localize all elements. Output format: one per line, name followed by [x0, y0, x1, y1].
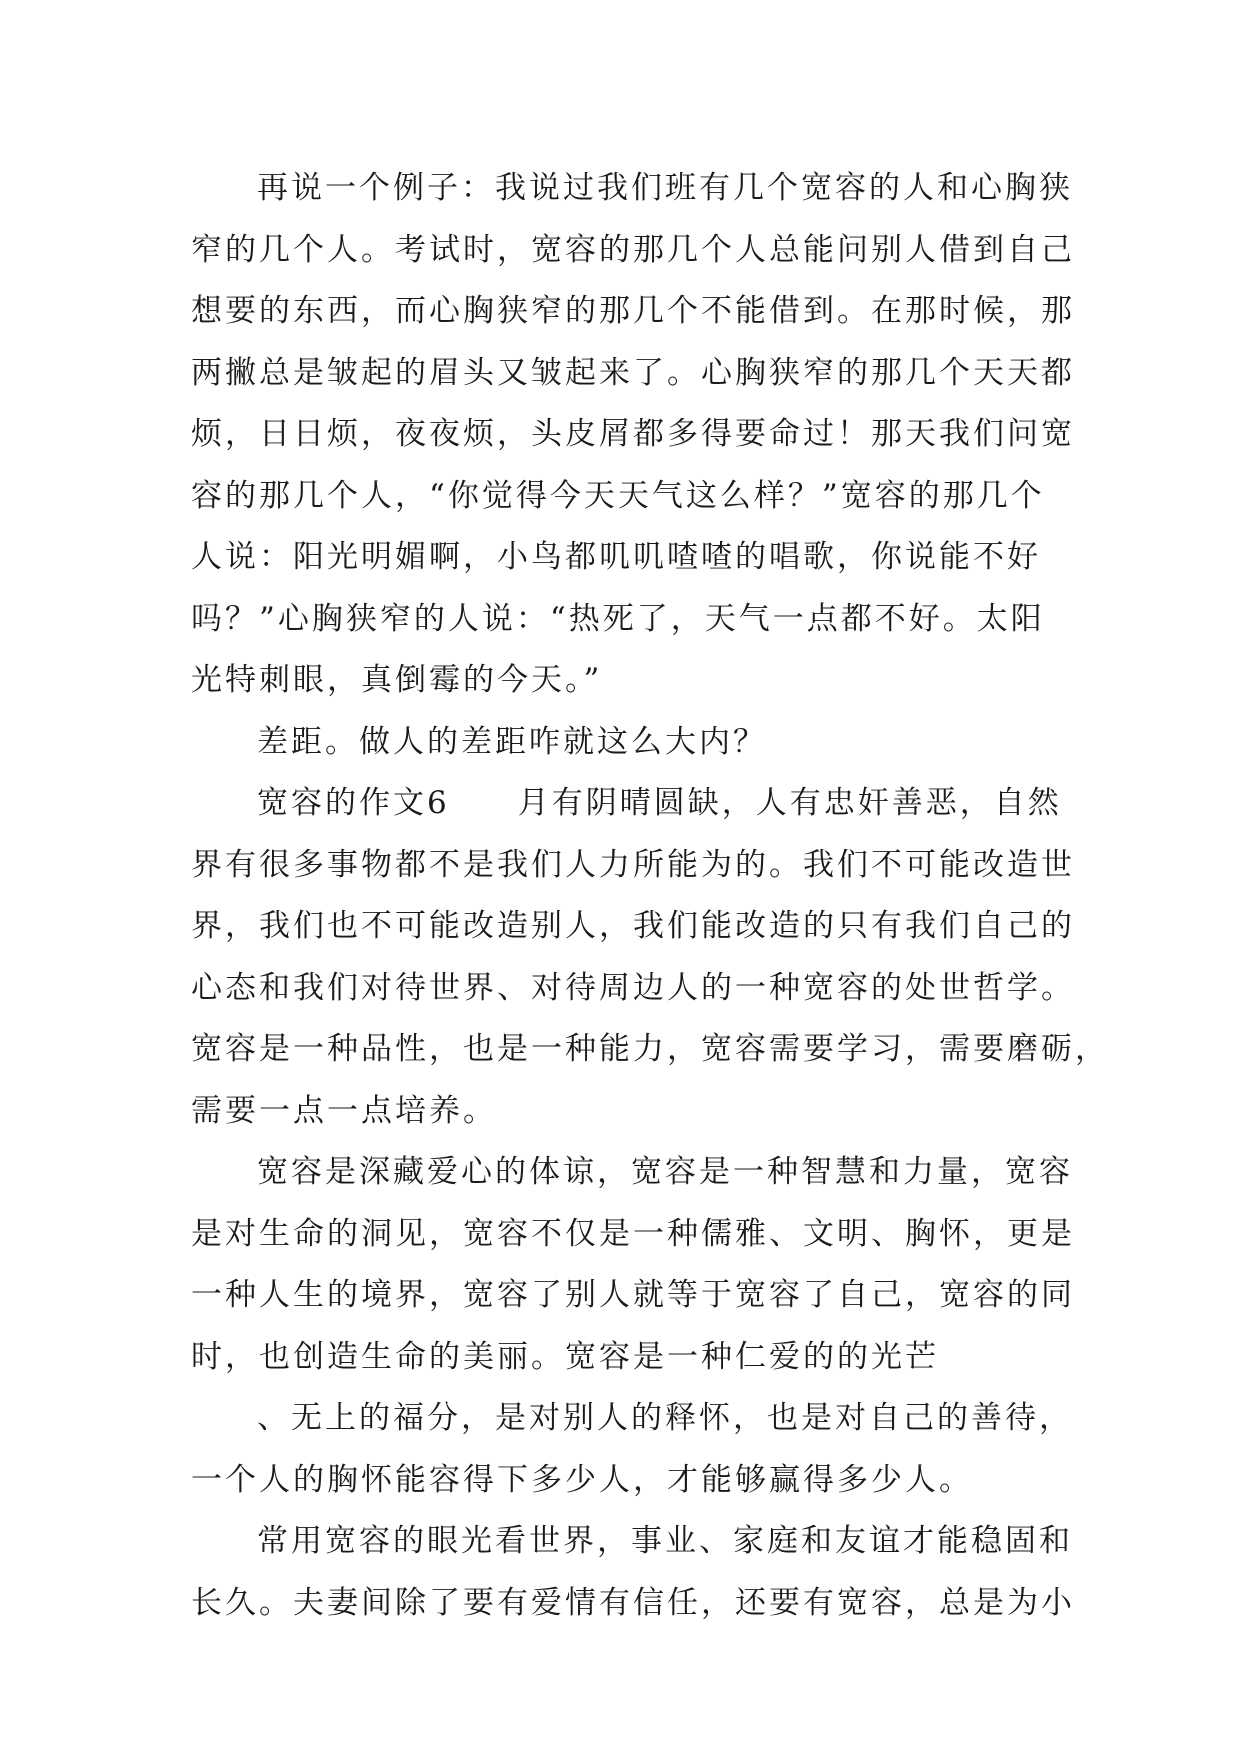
- text-line: 界有很多事物都不是我们人力所能为的。我们不可能改造世: [191, 846, 1075, 883]
- text-line: 宽容是一种品性，也是一种能力，宽容需要学习，需要磨砺，: [191, 1031, 1109, 1067]
- text-line: 时，也创造生命的美丽。宽容是一种仁爱的的光芒: [191, 1338, 939, 1375]
- text-line: 、无上的福分，是对别人的释怀，也是对自己的善待，: [257, 1400, 1073, 1436]
- text-line: 再说一个例子：我说过我们班有几个宽容的人和心胸狭: [257, 170, 1073, 206]
- text-line: 烦，日日烦，夜夜烦，头皮屑都多得要命过！那天我们问宽: [191, 416, 1075, 452]
- text-line: 容的那几个人，“你觉得今天天气这么样？”宽容的那几个: [191, 477, 1045, 514]
- text-line: 差距。做人的差距咋就这么大内？: [257, 723, 767, 760]
- text-line: 吗？”心胸狭窄的人说：“热死了，天气一点都不好。太阳: [191, 600, 1045, 637]
- text-line: 是对生命的洞见，宽容不仅是一种儒雅、文明、胸怀，更是: [191, 1215, 1075, 1252]
- text-line: 心态和我们对待世界、对待周边人的一种宽容的处世哲学。: [191, 969, 1075, 1006]
- text-line: 长久。夫妻间除了要有爱情有信任，还要有宽容，总是为小: [191, 1584, 1075, 1621]
- text-line: 一种人生的境界，宽容了别人就等于宽容了自己，宽容的同: [191, 1277, 1075, 1313]
- text-line: 人说：阳光明媚啊，小鸟都叽叽喳喳的唱歌，你说能不好: [191, 539, 1041, 575]
- text-line: 光特刺眼，真倒霉的今天。”: [191, 662, 603, 698]
- text-line: 常用宽容的眼光看世界，事业、家庭和友谊才能稳固和: [257, 1523, 1073, 1559]
- text-line: 宽容是深藏爱心的体谅，宽容是一种智慧和力量，宽容: [257, 1154, 1073, 1190]
- text-line: 想要的东西，而心胸狭窄的那几个不能借到。在那时候，那: [191, 293, 1075, 329]
- text-line: 一个人的胸怀能容得下多少人，才能够赢得多少人。: [191, 1461, 973, 1498]
- text-line: 需要一点一点培养。: [191, 1092, 497, 1129]
- text-line: 两撇总是皱起的眉头又皱起来了。心胸狭窄的那几个天天都: [191, 354, 1075, 391]
- text-line: 宽容的作文6 月有阴晴圆缺，人有忠奸善恶，自然: [257, 785, 1062, 821]
- text-line: 窄的几个人。考试时，宽容的那几个人总能问别人借到自己: [191, 231, 1075, 268]
- text-line: 界，我们也不可能改造别人，我们能改造的只有我们自己的: [191, 908, 1075, 944]
- document-body: [191, 158, 1109, 1634]
